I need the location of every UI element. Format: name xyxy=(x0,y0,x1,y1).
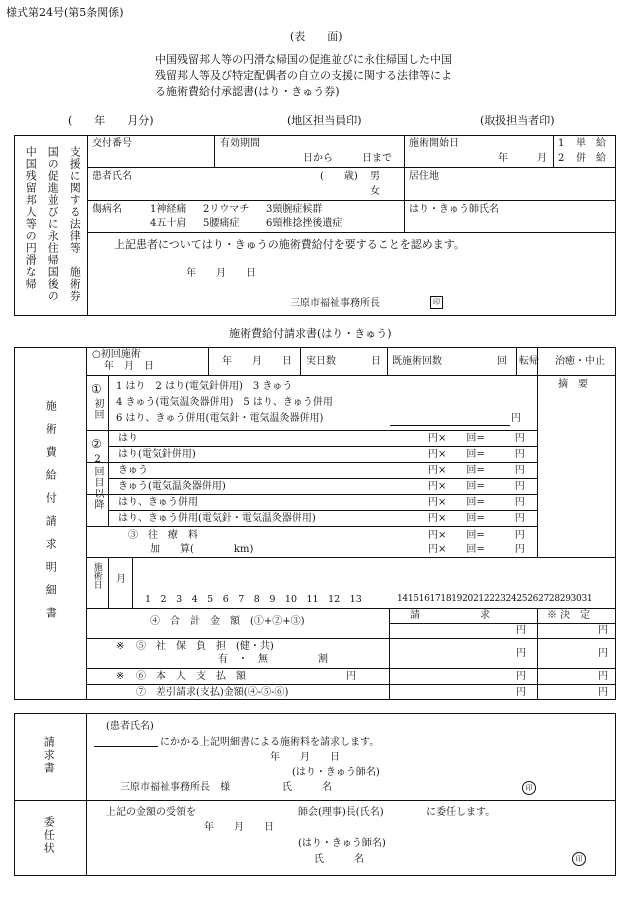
delegation-text-c: に委任します。 xyxy=(426,807,496,818)
net-decided-yen: 円 xyxy=(598,687,608,698)
delegation-side-label: 委任状 xyxy=(42,816,56,855)
delivery-number-label: 交付番号 xyxy=(92,138,132,149)
to-date-label: 日まで xyxy=(362,153,392,164)
delegation-name-label: 氏 名 xyxy=(314,854,364,865)
travel-fee-calc: 円× 回= 円 xyxy=(428,530,525,541)
travel-fee-label: ③ 往 療 料 xyxy=(128,530,198,541)
times-unit: 回 xyxy=(497,356,507,367)
request-to: 三原市福祉事務所長 様 xyxy=(120,782,230,793)
cured-label: 治癒・中止 xyxy=(555,356,605,367)
office-head: 三原市福祉事務所長 xyxy=(290,298,380,309)
outcome-label: 転帰 xyxy=(519,356,539,367)
request-date: 年 月 日 xyxy=(270,752,340,763)
first-visit-date: 年 月 日 xyxy=(104,361,154,372)
row-moxa-electric: きゅう(電気温灸器併用) xyxy=(118,481,226,492)
month-label: 月 xyxy=(116,574,126,585)
delegation-practitioner: (はり・きゅう師名) xyxy=(298,838,386,849)
request-patient-line xyxy=(94,734,158,747)
combined-option: 併 給 xyxy=(576,153,606,164)
district-stamp: (地区担当員印) xyxy=(287,114,362,127)
treatment-day-label: 施術日 xyxy=(91,562,102,589)
period-stamp: ( 年 月分) xyxy=(68,114,154,127)
from-date-label: 日から xyxy=(303,153,333,164)
seal-icon xyxy=(430,296,443,309)
row-needle-calc: 円× 回= 円 xyxy=(428,433,525,444)
second-label-num: ② xyxy=(91,437,102,451)
approval-text: 上記患者についてはり・きゅうの施術費給付を要することを認めます。 xyxy=(114,238,465,251)
row-combined: はり、きゅう併用 xyxy=(118,497,198,508)
self-pay-mark: ※ xyxy=(116,671,125,682)
delegation-seal-icon xyxy=(572,852,586,866)
extra-fee-calc: 円× 回= 円 xyxy=(428,544,525,555)
title-line-3: る施術費給付承認書(はり・きゅう券) xyxy=(155,85,340,98)
side-label: (表 面) xyxy=(290,30,343,43)
start-year-label: 年 xyxy=(498,153,508,164)
title-line-2: 残留邦人等及び特定配偶者の自立の支援に関する法律等によ xyxy=(155,69,452,82)
disease-5: 5腰痛症 xyxy=(203,218,240,229)
age-label: ( 歳) xyxy=(320,171,358,182)
male-option: 男 xyxy=(370,171,380,182)
insurance-label: ⑤ 社 保 負 担 (健・共) xyxy=(136,641,274,652)
decided-label: ※ 決 定 xyxy=(547,610,591,621)
insurance-mark: ※ xyxy=(116,641,125,652)
ticket-side-c: 支援に関する法律等 施術券 xyxy=(68,146,82,302)
form-number: 様式第24号(第5条関係) xyxy=(6,6,124,19)
request-patient-label: (患者氏名) xyxy=(106,721,154,732)
days-row-a: 1 2 3 4 5 6 7 8 9 10 11 12 13 xyxy=(145,594,362,605)
first-visit-label: ○初回施術 xyxy=(92,349,141,360)
insurance-claim-yen: 円 xyxy=(516,648,526,659)
row-moxa-calc: 円× 回= 円 xyxy=(428,465,525,476)
disease-2: 2リウマチ xyxy=(203,204,250,215)
start-month-label: 月 xyxy=(537,153,547,164)
second-label: 2回目以降 xyxy=(92,454,103,510)
prior-count-label: 既施術回数 xyxy=(392,356,442,367)
first-label: 初回 xyxy=(92,398,103,420)
self-pay-decided-yen: 円 xyxy=(598,671,608,682)
first-option-3: 6 はり、きゅう併用(電気針・電気温灸器併用) xyxy=(116,413,324,424)
insurance-sub: 有 ・ 無 割 xyxy=(218,654,328,665)
delegation-text-b: 師会(理事)長(氏名) xyxy=(298,807,384,818)
days-unit: 日 xyxy=(371,356,381,367)
request-seal-mark: 印 xyxy=(522,781,536,795)
disease-1: 1神経痛 xyxy=(150,204,187,215)
claim-column-label: 請 求 xyxy=(410,610,490,621)
first-amount-line xyxy=(390,413,510,426)
extra-fee-label: 加 算( km) xyxy=(150,544,254,555)
net-label: ⑦ 差引請求(支払)金額(④-⑤-⑥) xyxy=(136,687,289,698)
total-decided-yen: 円 xyxy=(598,625,608,636)
row-needle-electric: はり(電気針併用) xyxy=(118,449,196,460)
request-name-label: 氏 名 xyxy=(282,782,332,793)
address-label: 居住地 xyxy=(409,171,439,182)
first-option-2: 4 きゅう(電気温灸器併用) 5 はり、きゅう併用 xyxy=(116,397,333,408)
total-claim-yen: 円 xyxy=(516,625,526,636)
disease-6: 6頸椎捻挫後遺症 xyxy=(266,218,343,229)
row-combined-electric: はり、きゅう併用(電気針・電気温灸器併用) xyxy=(118,513,316,524)
form-title xyxy=(155,52,452,100)
seal-mark: 印 xyxy=(430,296,443,309)
remarks-label: 摘 要 xyxy=(558,379,588,390)
net-claim-yen: 円 xyxy=(516,687,526,698)
handler-stamp: (取扱担当者印) xyxy=(480,114,555,127)
days-row-b: 141516171819202122232425262728293031 xyxy=(397,594,593,604)
first-yen: 円 xyxy=(511,413,521,424)
self-pay-label: ⑥ 本 人 支 払 額 xyxy=(136,671,246,682)
row-combined-calc: 円× 回= 円 xyxy=(428,497,525,508)
title-line-1: 中国残留邦人等の円滑な帰国の促進並びに永住帰国した中国 xyxy=(155,53,452,66)
total-label: ④ 合 計 金 額 (①+②+③) xyxy=(150,616,305,627)
patient-name-label: 患者氏名 xyxy=(92,171,132,182)
claim-title: 施術費給付請求書(はり・きゅう) xyxy=(229,327,392,340)
treatment-start-label: 施術開始日 xyxy=(409,138,459,149)
first-option-1: 1 はり 2 はり(電気針併用) 3 きゅう xyxy=(116,381,293,392)
claim-side-label: 施術費給付請求明細書 xyxy=(44,400,58,630)
single-number: 1 xyxy=(558,138,565,149)
row-moxa-electric-calc: 円× 回= 円 xyxy=(428,481,525,492)
combined-number: 2 xyxy=(558,153,565,164)
first-label-num: ① xyxy=(91,382,102,396)
row-needle: はり xyxy=(118,433,138,444)
female-option: 女 xyxy=(370,186,380,197)
single-option: 単 給 xyxy=(576,138,606,149)
delegation-text-a: 上記の金額の受領を xyxy=(106,807,196,818)
request-seal-icon xyxy=(522,781,536,795)
insurance-decided-yen: 円 xyxy=(598,648,608,659)
row-moxa: きゅう xyxy=(118,465,148,476)
request-practitioner: (はり・きゅう師名) xyxy=(292,767,380,778)
disease-name-label: 傷病名 xyxy=(92,204,122,215)
disease-3: 3頸腕症候群 xyxy=(266,204,323,215)
ticket-side-b: 国の促進並びに永住帰国後の xyxy=(46,146,60,302)
row-needle-electric-calc: 円× 回= 円 xyxy=(428,449,525,460)
practitioner-name-label: はり・きゅう師氏名 xyxy=(409,204,499,215)
claim-date: 年 月 日 xyxy=(222,356,292,367)
self-pay-claim-yen: 円 xyxy=(516,671,526,682)
actual-days-label: 実日数 xyxy=(306,356,336,367)
ticket-side-a: 中国残留邦人等の円滑な帰 xyxy=(24,146,38,290)
delegation-date: 年 月 日 xyxy=(204,822,274,833)
valid-period-label: 有効期間 xyxy=(220,138,260,149)
request-text: にかかる上記明細書による施術料を請求します。 xyxy=(160,737,380,748)
row-combined-electric-calc: 円× 回= 円 xyxy=(428,513,525,524)
self-pay-yen: 円 xyxy=(346,671,356,682)
approval-date: 年 月 日 xyxy=(186,268,256,279)
delegation-seal-mark: 印 xyxy=(572,852,586,866)
disease-4: 4五十肩 xyxy=(150,218,187,229)
request-side-label: 請求書 xyxy=(42,736,56,775)
